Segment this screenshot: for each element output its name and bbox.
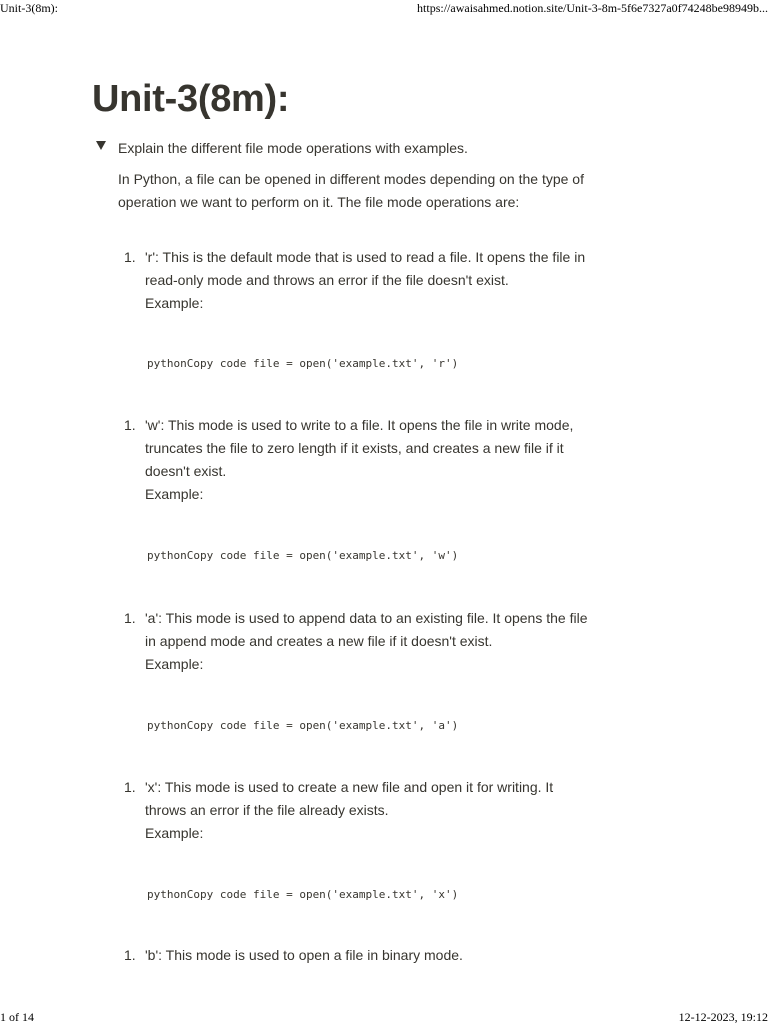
list-item-text	[145, 776, 590, 845]
list-number: 1.	[124, 610, 136, 626]
list-number: 1.	[124, 947, 136, 963]
toggle-label: Explain the different file mode operations with examples.	[118, 140, 468, 156]
list-item-description: 'b': This mode is used to open a file in binary mode.	[145, 947, 463, 963]
triangle-down-icon[interactable]	[96, 141, 106, 150]
list-number: 1.	[124, 779, 136, 795]
print-header-url: https://awaisahmed.notion.site/Unit-3-8m-5f6e7327a0f74248be98949b...	[417, 1, 768, 15]
code-block: pythonCopy code file = open('example.txt', 'r')	[147, 357, 459, 370]
code-block: pythonCopy code file = open('example.txt', 'x')	[147, 888, 459, 901]
print-footer-page: 1 of 14	[0, 1010, 34, 1024]
example-label: Example:	[145, 486, 204, 502]
example-label: Example:	[145, 295, 204, 311]
list-item-description: 'r': This is the default mode that is used to read a file. It opens the file in read-only mode and throws an error if the file doesn't exist.	[145, 249, 586, 288]
example-label: Example:	[145, 656, 204, 672]
print-footer-datetime: 12-12-2023, 19:12	[678, 1010, 768, 1024]
list-item-text	[145, 246, 590, 315]
code-block: pythonCopy code file = open('example.txt', 'a')	[147, 719, 459, 732]
list-item-description: 'w': This mode is used to write to a file. It opens the file in write mode, truncates the file to zero length if it exists, and creates a new file if it doesn't exist.	[145, 417, 574, 479]
page-title: Unit-3(8m):	[92, 78, 290, 120]
list-item-description: 'x': This mode is used to create a new file and open it for writing. It throws an error if the file already exists.	[145, 779, 554, 818]
code-block: pythonCopy code file = open('example.txt', 'w')	[147, 549, 459, 562]
list-item-description: 'a': This mode is used to append data to an existing file. It opens the file in append mode and creates a new file if it doesn't exist.	[145, 610, 588, 649]
intro-paragraph: In Python, a file can be opened in different modes depending on the type of operation we want to perform on it. The file mode operations are:	[118, 171, 584, 210]
list-number: 1.	[124, 417, 136, 433]
list-number: 1.	[124, 249, 136, 265]
toggle-block[interactable]	[92, 137, 592, 159]
list-item-text	[145, 944, 590, 967]
list-item-text	[145, 607, 590, 676]
print-header-title: Unit-3(8m):	[0, 1, 58, 15]
list-item-text	[145, 414, 590, 506]
example-label: Example:	[145, 825, 204, 841]
